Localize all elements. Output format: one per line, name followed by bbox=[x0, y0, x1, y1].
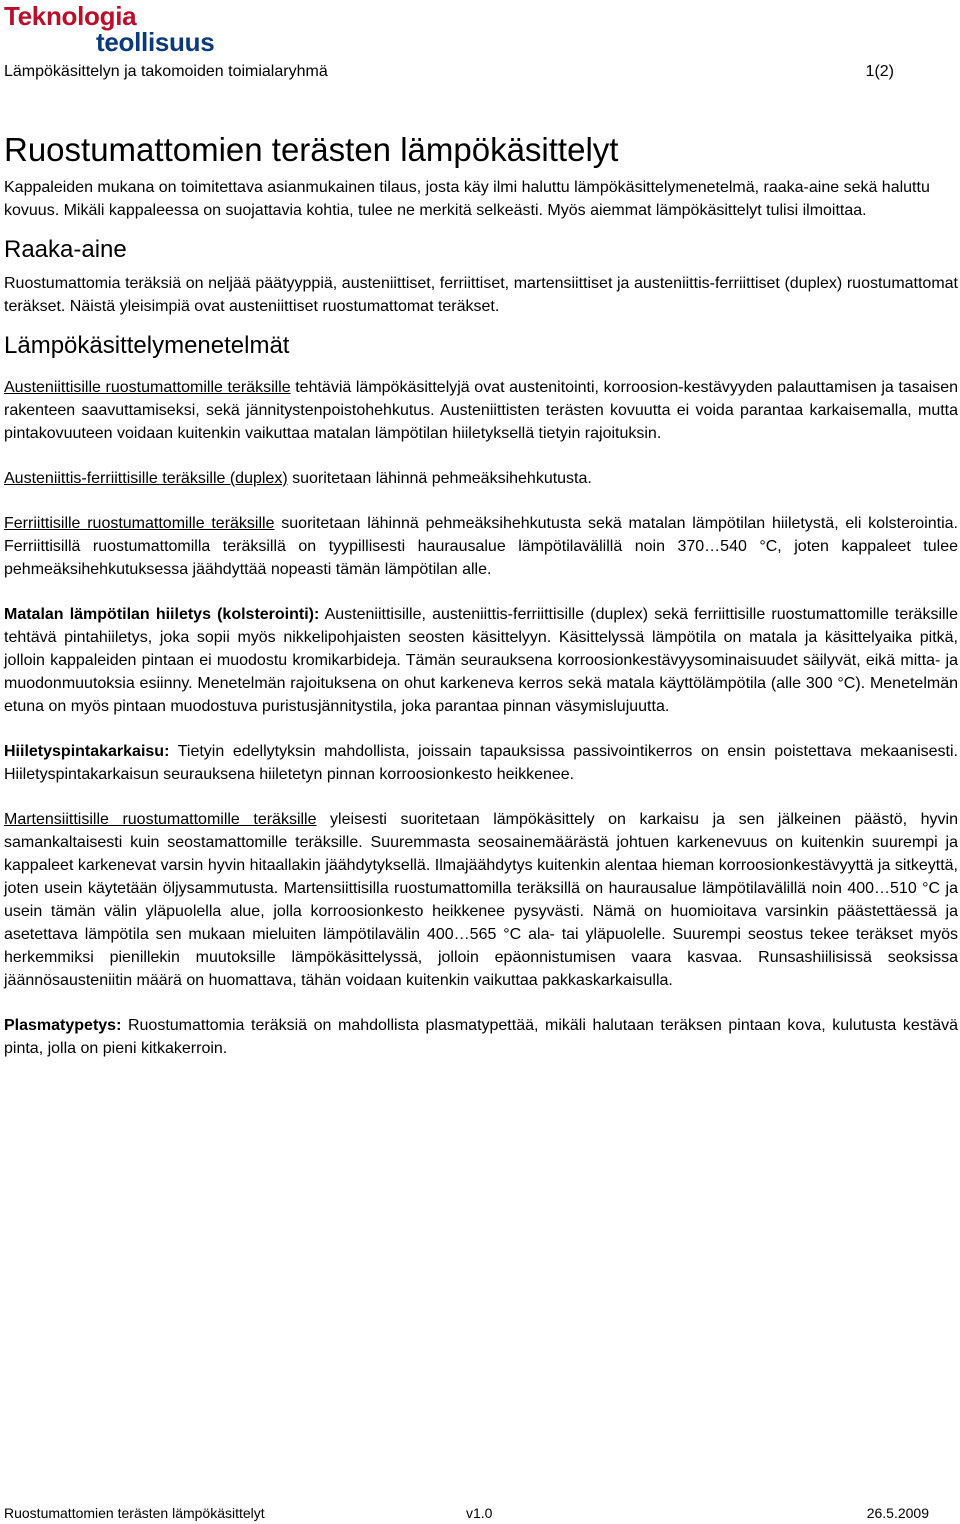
section-heading-raaka-aine: Raaka-aine bbox=[4, 236, 127, 263]
footer-version: v1.0 bbox=[466, 1505, 493, 1521]
martensiittiset-lead: Martensiittisille ruostumattomille teräksille bbox=[4, 811, 317, 828]
footer-title: Ruostumattomien terästen lämpökäsittelyt bbox=[4, 1505, 265, 1521]
duplex-text: suoritetaan lähinnä pehmeäksihehkutusta. bbox=[287, 470, 592, 487]
plasma-paragraph bbox=[4, 1014, 958, 1060]
document-title: Ruostumattomien terästen lämpökäsittelyt bbox=[4, 131, 619, 168]
duplex-lead: Austeniittis-ferriittisille teräksille (duplex) bbox=[4, 470, 288, 487]
martensiittiset-paragraph bbox=[4, 808, 958, 992]
kolsterointi-lead: Matalan lämpötilan hiiletys (kolsterointi): bbox=[4, 606, 320, 623]
kolsterointi-paragraph bbox=[4, 603, 958, 718]
hiiletys-paragraph bbox=[4, 740, 958, 786]
plasma-lead: Plasmatypetys: bbox=[4, 1017, 122, 1034]
ferriittiset-lead: Ferriittisille ruostumattomille teräksille bbox=[4, 515, 275, 532]
duplex-paragraph bbox=[4, 467, 958, 490]
section-heading-menetelmat: Lämpökäsittelymenetelmät bbox=[4, 332, 290, 359]
header-page-number: 1(2) bbox=[865, 63, 894, 80]
kolsterointi-text: Austeniittisille, austeniittis-ferriittisille (duplex) sekä ferriittisille ruostumattomille teräksille tehtävä pintahiiletys, joka sopii myös nikkelipohjaisten seosten käsittelyyn. Käsittelyssä lämpötila on matala ja käsittelyaika pitkä, jolloin kappaleiden pintaan ei muodostu kromikarbideja. Tämän seurauksena korroosionkestävyysominaisuudet säilyvät, eikä mitta- ja muodonmuutoksia esiinny. Menetelmän rajoituksena on ohut karkeneva kerros sekä matala käyttölämpötila (alle 300 °C). Menetelmän etuna on myös pintaan muodostuva puristusjännitystila, joka parantaa pinnan väsymislujuutta. bbox=[4, 606, 959, 715]
header-department: Lämpökäsittelyn ja takomoiden toimialaryhmä bbox=[4, 63, 328, 80]
footer-date: 26.5.2009 bbox=[866, 1505, 929, 1521]
martensiittiset-text: yleisesti suoritetaan lämpökäsittely on karkaisu ja sen jälkeinen päästö, hyvin samankaltaisesti kuin seostamattomille teräksille. Suuremmasta seosainemäärästä johtuen karkenevuus on kuitenkin suurempi ja kappaleet karkenevat varsin hyvin hitaallakin jäähdytyksellä. Ilmajäähdytys kuitenkin alentaa hieman korroosionkestävyyttä ja sitkeyttä, joten usein käytetään öljysammutusta. Martensiittisilla ruostumattomilla teräksillä on haurausalue lämpötilavälillä noin 400…510 °C ja usein tämän välin yläpuolella alue, jolla korroosionkesto heikkenee pysyvästi. Nämä on huomioitava varsinkin päästettäessä ja asetettava lämpötila sen mukaan mieluiten lämpötilavälin 400…565 °C ala- tai yläpuolelle. Suurempi seostus tekee teräkset myös herkemmiksi pienillekin muutoksille lämpökäsittelyssä, jolloin epäonnistumisen vaara kasvaa. Runsashiilisissä seoksissa jäännösausteniitin määrä on huomattava, tähän voidaan kuitenkin vaikuttaa pakkaskarkaisulla. bbox=[4, 811, 959, 989]
company-logo bbox=[4, 1, 254, 57]
austeniittiset-text: tehtäviä lämpökäsittelyjä ovat austenitointi, korroosion-kestävyyden palauttamisen ja tasaisen rakenteen saavuttamiseksi, sekä jännitystenpoistohehkutus. Austeniittisten terästen kovuutta ei voida parantaa karkaisemalla, mutta pintakovuuteen voidaan kuitenkin vaikuttaa matalan lämpötilan hiiletyksellä tietyin rajoituksin. bbox=[4, 379, 959, 442]
raaka-aine-paragraph: Ruostumattomia teräksiä on neljää päätyyppiä, austeniittiset, ferriittiset, martensiittiset ja austeniittis-ferriittiset (duplex) ruostumattomat teräkset. Näistä yleisimpiä ovat austeniittiset ruostumattomat teräkset. bbox=[4, 275, 958, 315]
hiiletys-lead: Hiiletyspintakarkaisu: bbox=[4, 743, 170, 760]
document-body bbox=[4, 128, 958, 1060]
logo-line-2: teollisuus bbox=[96, 27, 215, 57]
ferriittiset-paragraph bbox=[4, 512, 958, 581]
hiiletys-text: Tietyin edellytyksin mahdollista, joissain tapauksissa passivointikerros on ensin poistettava mekaanisesti. Hiiletyspintakarkaisun seurauksena hiiletetyn pinnan korroosionkesto heikkenee. bbox=[4, 743, 958, 783]
ferriittiset-text: suoritetaan lähinnä pehmeäksihehkutusta sekä matalan lämpötilan hiiletystä, eli kolsterointia. Ferriittisillä ruostumattomilla teräksillä on tyypillisesti haurausalue lämpötilavälillä noin 370…540 °C, joten kappaleet tulee pehmeäksihehkutuksessa jäähdyttää nopeasti tämän lämpötilan alle. bbox=[4, 515, 959, 578]
austeniittiset-paragraph bbox=[4, 376, 958, 445]
logo-line-1: Teknologia bbox=[4, 1, 137, 31]
plasma-text: Ruostumattomia teräksiä on mahdollista plasmatypettää, mikäli halutaan teräksen pintaan kova, kulutusta kestävä pinta, jolla on pieni kitkakerroin. bbox=[4, 1017, 958, 1057]
austeniittiset-lead: Austeniittisille ruostumattomille teräksille bbox=[4, 379, 291, 396]
intro-paragraph: Kappaleiden mukana on toimitettava asianmukainen tilaus, josta käy ilmi haluttu lämpökäsittelymenetelmä, raaka-aine sekä haluttu kovuus. Mikäli kappaleessa on suojattavia kohtia, tulee ne merkitä selkeästi. Myös aiemmat lämpökäsittelyt tulisi ilmoittaa. bbox=[4, 179, 930, 219]
